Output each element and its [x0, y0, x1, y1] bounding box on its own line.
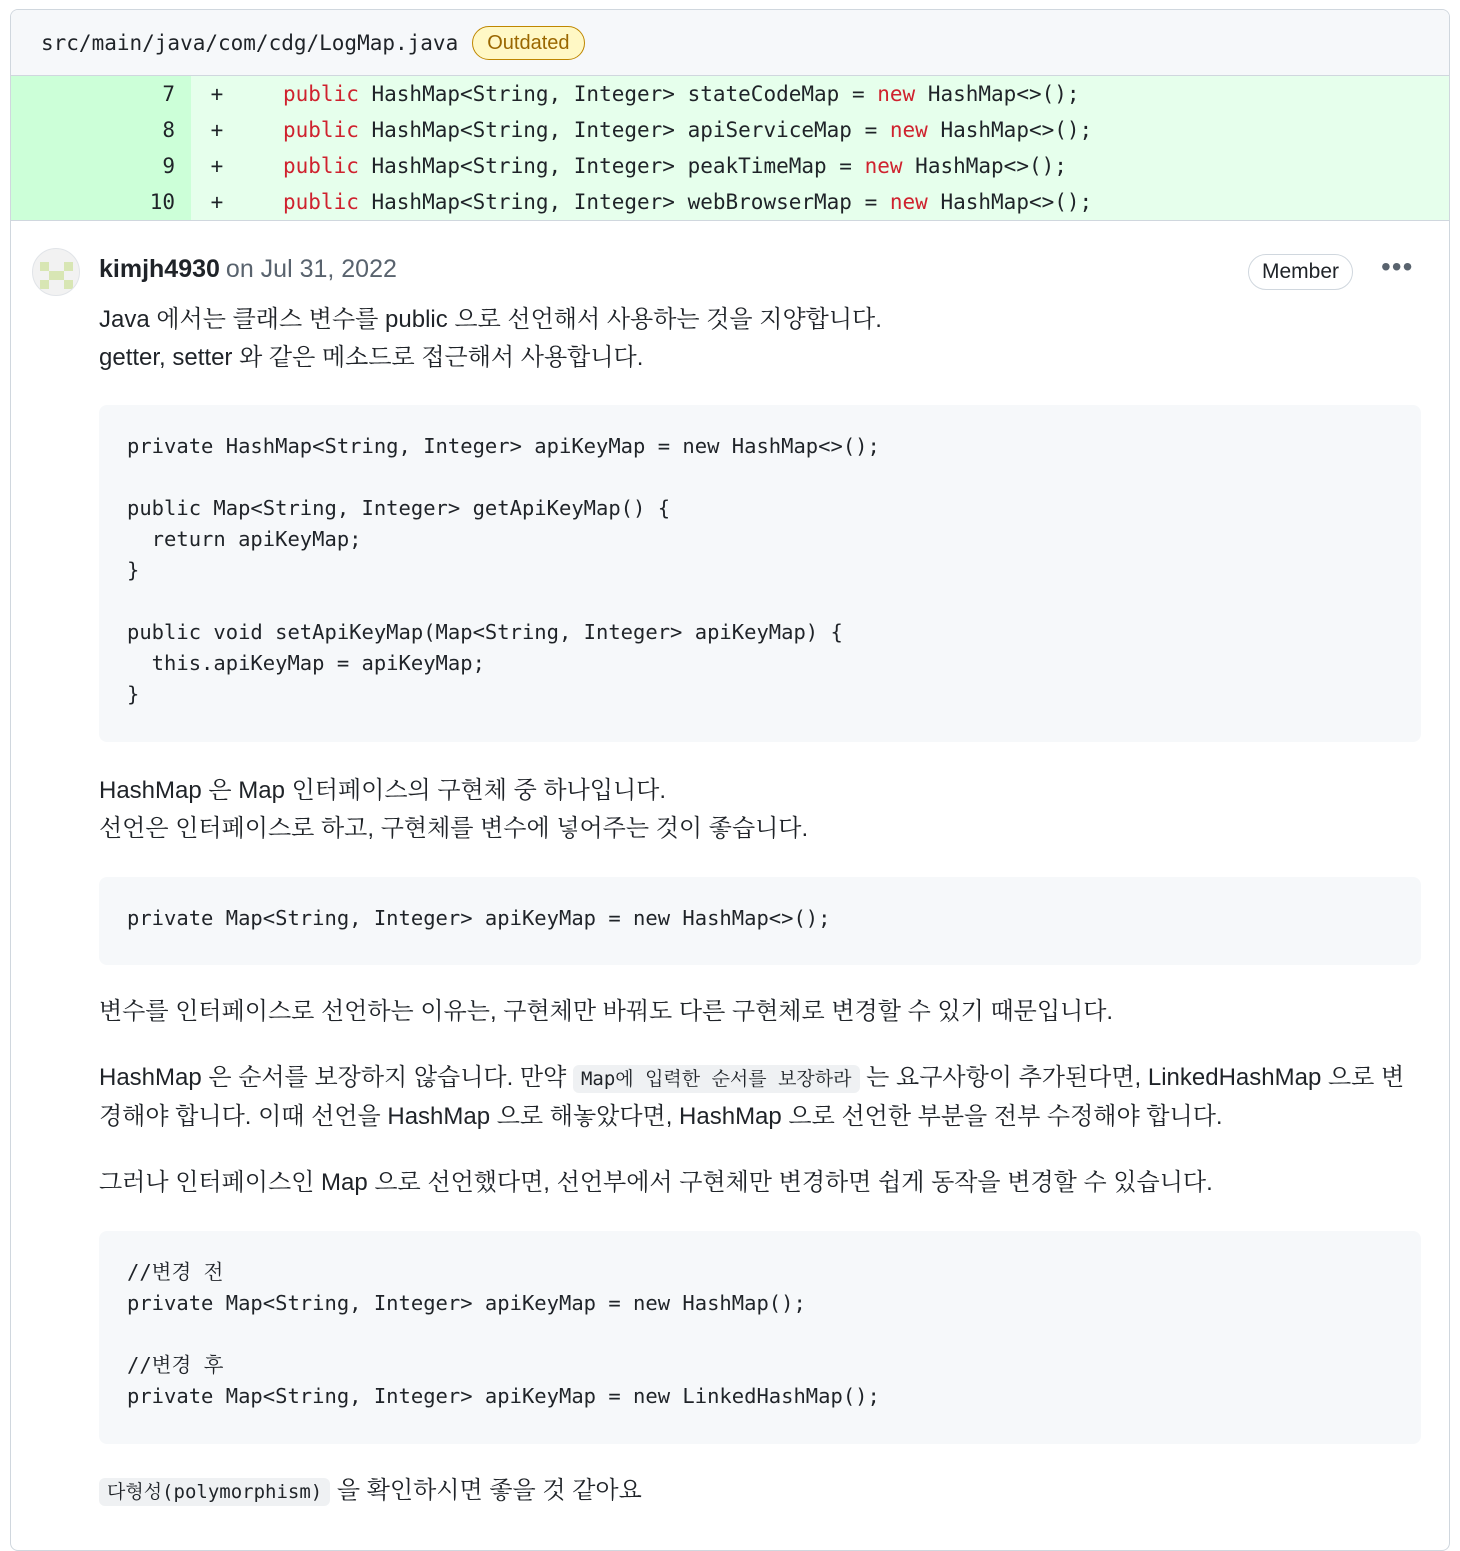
keyword: new	[877, 82, 916, 106]
line-number[interactable]: 7	[11, 76, 191, 112]
text-line: HashMap 은 Map 인터페이스의 구현체 중 하나입니다.	[99, 777, 667, 804]
paragraph	[99, 1472, 1421, 1511]
code-text: HashMap<String, Integer> apiServiceMap =	[358, 118, 890, 142]
review-thread	[10, 9, 1450, 1551]
paragraph	[99, 1059, 1421, 1136]
comment-date-link[interactable]: on Jul 31, 2022	[225, 255, 397, 283]
comment-header	[99, 253, 397, 285]
code-text: HashMap<String, Integer> peakTimeMap =	[358, 154, 865, 178]
review-comment	[11, 220, 1449, 1504]
text-line: 선언은 인터페이스로 하고, 구현체를 변수에 넣어주는 것이 좋습니다.	[99, 815, 809, 842]
outdated-badge: Outdated	[472, 26, 584, 60]
code-text: HashMap<>();	[902, 154, 1067, 178]
file-path-link[interactable]: src/main/java/com/cdg/LogMap.java	[41, 30, 459, 55]
keyword: public	[283, 82, 359, 106]
comment-body	[99, 301, 1421, 1511]
avatar[interactable]	[32, 248, 80, 296]
addition-sign: +	[210, 82, 224, 106]
inline-code: Map에 입력한 순서를 보장하라	[573, 1065, 860, 1093]
diff-line	[11, 148, 1449, 184]
keyword: new	[889, 118, 928, 142]
text-line: getter, setter 와 같은 메소드로 접근해서 사용합니다.	[99, 344, 644, 371]
keyword: public	[283, 118, 359, 142]
diff-code	[283, 82, 1080, 106]
text-span: 는 요구사항이 추가된다면, LinkedHashMap 으로 변경해야 합니다. 이때 선언을 HashMap 으로 해놓았다면, HashMap 으로 선언한 부분을 전부 수정해야 합니다.	[99, 1064, 1405, 1130]
line-number[interactable]: 8	[11, 112, 191, 148]
code-block: private HashMap<String, Integer> apiKeyMap = new HashMap<>(); public Map<String, Integer> getApiKeyMap() { return apiKeyMap; } public void setApiKeyMap(Map<String, Integer> apiKeyMap) { this.apiKeyMap = apiKeyMap; }	[99, 405, 1421, 742]
keyword: new	[889, 190, 928, 214]
addition-sign: +	[210, 190, 224, 214]
paragraph: 변수를 인터페이스로 선언하는 이유는, 구현체만 바꿔도 다른 구현체로 변경할 수 있기 때문입니다.	[99, 998, 1114, 1025]
text-line: Java 에서는 클래스 변수를 public 으로 선언해서 사용하는 것을 지양합니다.	[99, 306, 882, 333]
diff-code	[283, 118, 1092, 142]
keyword: public	[283, 190, 359, 214]
line-number[interactable]: 9	[11, 148, 191, 184]
code-text: HashMap<String, Integer> stateCodeMap =	[358, 82, 878, 106]
paragraph	[99, 301, 1421, 377]
diff-line	[11, 112, 1449, 148]
inline-code: 다형성(polymorphism)	[99, 1478, 330, 1506]
addition-sign: +	[210, 154, 224, 178]
diff-line	[11, 76, 1449, 112]
more-options-icon[interactable]: •••	[1381, 251, 1414, 282]
text-span: 을 확인하시면 좋을 것 같아요	[330, 1477, 642, 1504]
keyword: new	[864, 154, 903, 178]
diff-hunk	[11, 76, 1449, 220]
line-number[interactable]: 10	[11, 184, 191, 220]
addition-sign: +	[210, 118, 224, 142]
code-text: HashMap<String, Integer> webBrowserMap =	[358, 190, 890, 214]
code-text: HashMap<>();	[927, 190, 1093, 214]
keyword: public	[283, 154, 359, 178]
code-text: HashMap<>();	[927, 118, 1093, 142]
paragraph	[99, 772, 1421, 848]
diff-code	[283, 190, 1092, 214]
author-link[interactable]: kimjh4930	[99, 255, 220, 283]
paragraph: 그러나 인터페이스인 Map 으로 선언했다면, 선언부에서 구현체만 변경하면 쉽게 동작을 변경할 수 있습니다.	[99, 1169, 1213, 1196]
code-block: //변경 전 private Map<String, Integer> apiKeyMap = new HashMap(); //변경 후 private Map<String, Integer> apiKeyMap = new LinkedHashMap();	[99, 1231, 1421, 1444]
diff-code	[283, 154, 1067, 178]
code-block: private Map<String, Integer> apiKeyMap = new HashMap<>();	[99, 877, 1421, 965]
code-text: HashMap<>();	[915, 82, 1080, 106]
diff-line	[11, 184, 1449, 220]
member-badge: Member	[1248, 254, 1353, 290]
text-span: HashMap 은 순서를 보장하지 않습니다. 만약	[99, 1064, 573, 1091]
file-header	[11, 10, 1449, 76]
